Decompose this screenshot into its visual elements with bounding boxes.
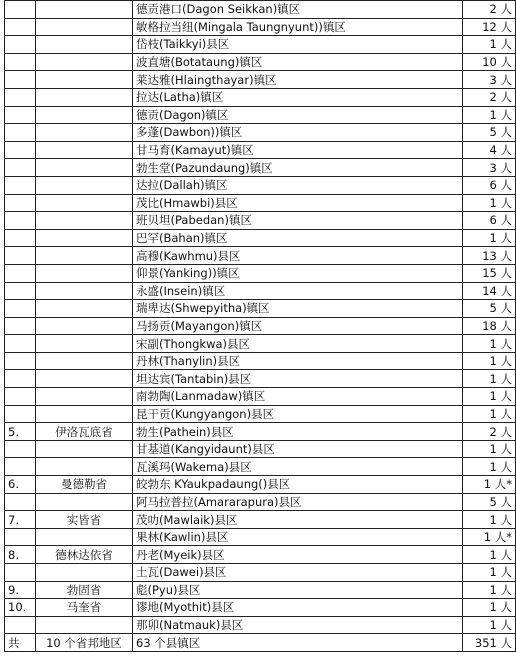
state-name-cell	[36, 36, 133, 54]
state-name-cell	[36, 88, 133, 106]
row-number-cell	[5, 141, 36, 159]
row-number-cell	[5, 194, 36, 212]
table-row	[5, 458, 516, 476]
person-count-cell: 1 人	[463, 335, 516, 353]
person-count-cell: 1 人	[463, 511, 516, 529]
table-row	[5, 18, 516, 36]
township-name-cell: 宋副(Thongkwa)县区	[133, 335, 463, 353]
state-name-cell	[36, 528, 133, 546]
row-number-cell	[5, 528, 36, 546]
state-name-cell: 10 个省邦地区	[36, 634, 133, 652]
state-name-cell	[36, 616, 133, 634]
table-row	[5, 599, 516, 617]
state-name-cell	[36, 405, 133, 423]
state-name-cell	[36, 106, 133, 124]
person-count-cell: 1 人	[463, 229, 516, 247]
row-number-cell: 5.	[5, 423, 36, 441]
township-name-cell: 勃生(Pathein)县区	[133, 423, 463, 441]
township-name-cell: 高穆(Kawhmu)县区	[133, 247, 463, 265]
table-row	[5, 247, 516, 265]
person-count-cell: 10 人	[463, 53, 516, 71]
state-name-cell: 实皆省	[36, 511, 133, 529]
person-count-cell: 1 人	[463, 581, 516, 599]
table-row	[5, 335, 516, 353]
township-name-cell: 甘基道(Kangyidaunt)县区	[133, 440, 463, 458]
person-count-cell: 1 人	[463, 352, 516, 370]
table-row	[5, 124, 516, 142]
state-name-cell	[36, 71, 133, 89]
township-name-cell: 多蓬(Dawbon))镇区	[133, 124, 463, 142]
table-row	[5, 36, 516, 54]
state-name-cell	[36, 317, 133, 335]
person-count-cell: 1 人	[463, 599, 516, 617]
table-row	[5, 546, 516, 564]
township-table	[4, 0, 516, 652]
row-number-cell	[5, 212, 36, 230]
state-name-cell	[36, 229, 133, 247]
table-row	[5, 300, 516, 318]
table-row	[5, 88, 516, 106]
row-number-cell	[5, 71, 36, 89]
state-name-cell	[36, 176, 133, 194]
table-row	[5, 476, 516, 494]
township-name-cell: 果林(Kawlin)县区	[133, 528, 463, 546]
township-name-cell: 甘马育(Kamayut)镇区	[133, 141, 463, 159]
state-name-cell: 马奎省	[36, 599, 133, 617]
table-row	[5, 388, 516, 406]
table-row	[5, 282, 516, 300]
state-name-cell	[36, 18, 133, 36]
row-number-cell: 共	[5, 634, 36, 652]
table-body	[5, 1, 516, 652]
state-name-cell	[36, 212, 133, 230]
state-name-cell: 伊洛瓦底省	[36, 423, 133, 441]
township-name-cell: 敏格拉当纽(Mingala Taungnyunt))镇区	[133, 18, 463, 36]
state-name-cell	[36, 194, 133, 212]
table-row	[5, 528, 516, 546]
township-name-cell: 丹林(Thanylin)县区	[133, 352, 463, 370]
state-name-cell	[36, 53, 133, 71]
state-name-cell: 勃固省	[36, 581, 133, 599]
township-name-cell: 波直塘(Botataung)镇区	[133, 53, 463, 71]
person-count-cell: 5 人	[463, 300, 516, 318]
table-row	[5, 264, 516, 282]
state-name-cell	[36, 1, 133, 19]
state-name-cell	[36, 159, 133, 177]
row-number-cell	[5, 159, 36, 177]
person-count-cell: 1 人	[463, 194, 516, 212]
person-count-cell: 1 人	[463, 546, 516, 564]
state-name-cell	[36, 300, 133, 318]
township-name-cell: 班贝坦(Pabedan)镇区	[133, 212, 463, 230]
person-count-cell: 18 人	[463, 317, 516, 335]
row-number-cell: 6.	[5, 476, 36, 494]
township-name-cell: 瑞卑达(Shwepyitha)镇区	[133, 300, 463, 318]
table-row	[5, 405, 516, 423]
state-name-cell	[36, 493, 133, 511]
state-name-cell	[36, 282, 133, 300]
row-number-cell	[5, 36, 36, 54]
table-row	[5, 106, 516, 124]
person-count-cell: 4 人	[463, 141, 516, 159]
table-row	[5, 1, 516, 19]
row-number-cell	[5, 176, 36, 194]
township-name-cell: 土瓦(Dawei)县区	[133, 564, 463, 582]
township-name-cell: 岱枝(Taikkyi)县区	[133, 36, 463, 54]
table-row	[5, 71, 516, 89]
row-number-cell	[5, 370, 36, 388]
township-name-cell: 茂叻(Mawlaik)县区	[133, 511, 463, 529]
township-name-cell: 勃生堂(Pazundaung)镇区	[133, 159, 463, 177]
row-number-cell	[5, 247, 36, 265]
table-row	[5, 317, 516, 335]
person-count-cell: 1 人	[463, 36, 516, 54]
state-name-cell	[36, 264, 133, 282]
township-name-cell: 马扬贡(Mayangon)镇区	[133, 317, 463, 335]
township-name-cell: 丹老(Myeik)县区	[133, 546, 463, 564]
person-count-cell: 1 人	[463, 564, 516, 582]
person-count-cell: 351 人	[463, 634, 516, 652]
state-name-cell	[36, 124, 133, 142]
township-name-cell: 拉达(Latha)镇区	[133, 88, 463, 106]
person-count-cell: 1 人	[463, 370, 516, 388]
table-row	[5, 176, 516, 194]
township-name-cell: 仰景(Yanking))镇区	[133, 264, 463, 282]
table-row	[5, 511, 516, 529]
row-number-cell: 8.	[5, 546, 36, 564]
person-count-cell: 1 人	[463, 458, 516, 476]
township-name-cell: 莱达雅(Hlaingthayar)镇区	[133, 71, 463, 89]
table-row	[5, 493, 516, 511]
row-number-cell	[5, 440, 36, 458]
table-row	[5, 440, 516, 458]
township-name-cell: 南勃陶(Lanmadaw)镇区	[133, 388, 463, 406]
table-row	[5, 423, 516, 441]
person-count-cell: 6 人	[463, 176, 516, 194]
person-count-cell: 1 人	[463, 440, 516, 458]
row-number-cell	[5, 564, 36, 582]
township-name-cell: 永盛(Insein)镇区	[133, 282, 463, 300]
state-name-cell	[36, 388, 133, 406]
township-name-cell: 阿马拉普拉(Amararapura)县区	[133, 493, 463, 511]
table-row	[5, 581, 516, 599]
row-number-cell: 10.	[5, 599, 36, 617]
row-number-cell	[5, 616, 36, 634]
person-count-cell: 1 人	[463, 106, 516, 124]
township-name-cell: 63 个县镇区	[133, 634, 463, 652]
person-count-cell: 1 人*	[463, 528, 516, 546]
table-row	[5, 53, 516, 71]
table-row	[5, 370, 516, 388]
state-name-cell	[36, 352, 133, 370]
person-count-cell: 3 人	[463, 71, 516, 89]
row-number-cell	[5, 124, 36, 142]
row-number-cell	[5, 106, 36, 124]
row-number-cell	[5, 388, 36, 406]
township-name-cell: 那卯(Natmauk)县区	[133, 616, 463, 634]
township-name-cell: 德贡港口(Dagon Seikkan)镇区	[133, 1, 463, 19]
township-name-cell: 坦达宾(Tantabin)县区	[133, 370, 463, 388]
table-row	[5, 616, 516, 634]
person-count-cell: 6 人	[463, 212, 516, 230]
township-name-cell: 达拉(Dallah)镇区	[133, 176, 463, 194]
table-row	[5, 229, 516, 247]
person-count-cell: 13 人	[463, 247, 516, 265]
township-name-cell: 谬地(Myothit)县区	[133, 599, 463, 617]
person-count-cell: 1 人	[463, 388, 516, 406]
row-number-cell: 9.	[5, 581, 36, 599]
total-row	[5, 634, 516, 652]
person-count-cell: 5 人	[463, 124, 516, 142]
row-number-cell	[5, 352, 36, 370]
township-name-cell: 巴罕(Bahan)镇区	[133, 229, 463, 247]
row-number-cell	[5, 1, 36, 19]
row-number-cell	[5, 88, 36, 106]
table-row	[5, 141, 516, 159]
state-name-cell	[36, 440, 133, 458]
person-count-cell: 12 人	[463, 18, 516, 36]
row-number-cell	[5, 458, 36, 476]
row-number-cell	[5, 300, 36, 318]
row-number-cell	[5, 18, 36, 36]
row-number-cell	[5, 229, 36, 247]
township-name-cell: 瓦溪玛(Wakema)县区	[133, 458, 463, 476]
table-row	[5, 159, 516, 177]
table-row	[5, 194, 516, 212]
township-name-cell: 昆干贡(Kungyangon)县区	[133, 405, 463, 423]
row-number-cell: 7.	[5, 511, 36, 529]
township-name-cell: 彪(Pyu)县区	[133, 581, 463, 599]
person-count-cell: 2 人	[463, 88, 516, 106]
township-name-cell: 德贡(Dagon)镇区	[133, 106, 463, 124]
state-name-cell	[36, 458, 133, 476]
state-name-cell	[36, 141, 133, 159]
row-number-cell	[5, 264, 36, 282]
person-count-cell: 3 人	[463, 159, 516, 177]
person-count-cell: 2 人	[463, 423, 516, 441]
row-number-cell	[5, 317, 36, 335]
state-name-cell	[36, 335, 133, 353]
row-number-cell	[5, 405, 36, 423]
state-name-cell	[36, 564, 133, 582]
state-name-cell	[36, 247, 133, 265]
row-number-cell	[5, 282, 36, 300]
table-row	[5, 564, 516, 582]
person-count-cell: 1 人	[463, 616, 516, 634]
township-name-cell: 皎勃东 KYaukpadaung()县区	[133, 476, 463, 494]
state-name-cell: 曼德勒省	[36, 476, 133, 494]
person-count-cell: 1 人*	[463, 476, 516, 494]
person-count-cell: 1 人	[463, 405, 516, 423]
township-name-cell: 茂比(Hmawbi)县区	[133, 194, 463, 212]
state-name-cell	[36, 370, 133, 388]
table-row	[5, 212, 516, 230]
row-number-cell	[5, 493, 36, 511]
person-count-cell: 2 人	[463, 1, 516, 19]
person-count-cell: 5 人	[463, 493, 516, 511]
person-count-cell: 14 人	[463, 282, 516, 300]
row-number-cell	[5, 335, 36, 353]
person-count-cell: 15 人	[463, 264, 516, 282]
state-name-cell: 德林达依省	[36, 546, 133, 564]
table-row	[5, 352, 516, 370]
row-number-cell	[5, 53, 36, 71]
